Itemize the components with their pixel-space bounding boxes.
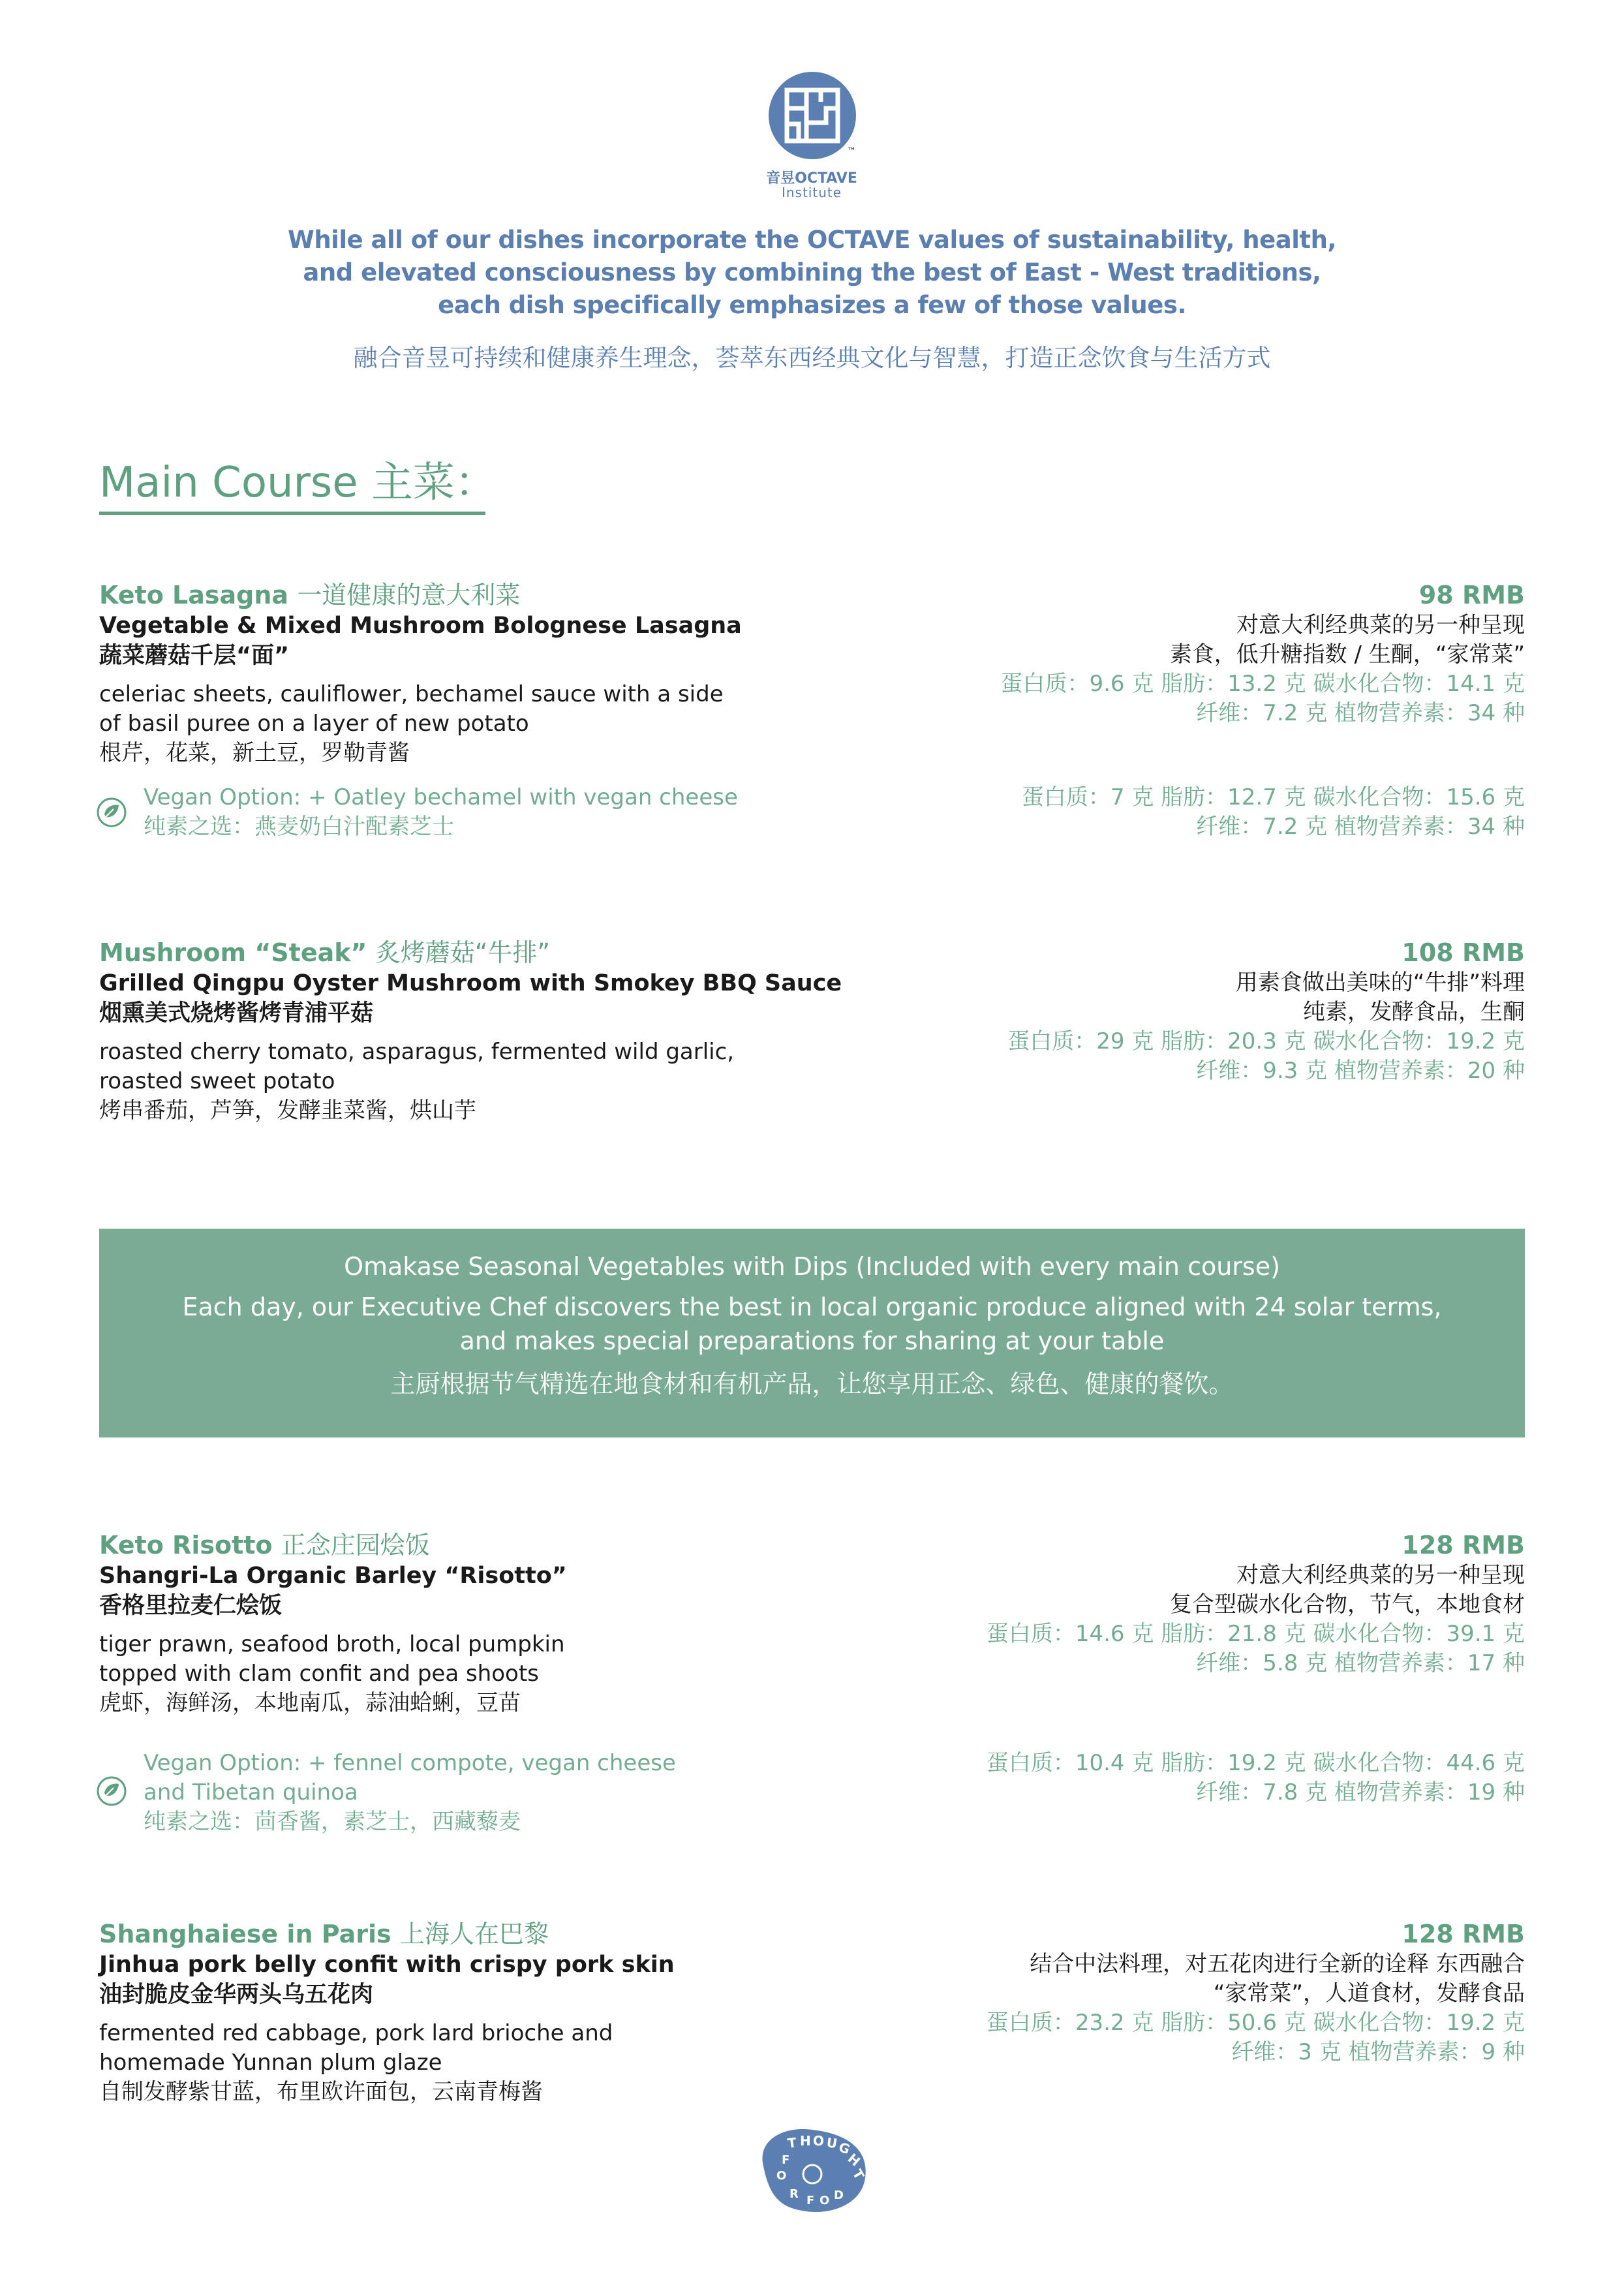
desc-line: 虎虾，海鲜汤，本地南瓜，蒜油蛤蜊，豆苗 — [99, 1690, 521, 1716]
svg-text:G: G — [836, 2139, 852, 2158]
intro-chinese: 融合音昱可持续和健康养生理念，荟萃东西经典文化与智慧，打造正念饮食与生活方式 — [353, 344, 1271, 372]
nutrition-line: 纤维：5.8 克 植物营养素：17 种 — [1196, 1650, 1525, 1676]
vegan-line: Vegan Option: + Oatley bechamel with vegan cheese — [144, 784, 738, 810]
dish-title-cn: 一道健康的意大利菜 — [297, 581, 521, 609]
vegan-option — [144, 783, 738, 842]
nutrition-line: 蛋白质：29 克 脂肪：20.3 克 碳水化合物：19.2 克 — [1007, 1028, 1525, 1054]
dish-note: 用素食做出美味的“牛排”料理 — [1235, 970, 1525, 996]
dish-name-cn: 蔬菜蘑菇千层“面” — [99, 643, 290, 669]
svg-text:R: R — [789, 2187, 799, 2201]
svg-text:O: O — [776, 2169, 787, 2183]
dish-price: 108 RMB — [1402, 938, 1525, 967]
dish-note: 纯素，发酵食品，生酮 — [1303, 999, 1525, 1025]
dish-name-cn: 油封脆皮金华两头乌五花肉 — [99, 1982, 374, 2008]
banner-title: Omakase Seasonal Vegetables with Dips (Included with every main course) — [344, 1252, 1280, 1281]
nutrition-line: 纤维：7.8 克 植物营养素：19 种 — [1196, 1779, 1525, 1805]
desc-line: celeriac sheets, cauliflower, bechamel sauce with a side — [99, 681, 724, 707]
vegan-leaf-icon — [97, 797, 127, 827]
vegan-line: 纯素之选：茴香酱，素芝士，西藏藜麦 — [144, 1809, 521, 1835]
dish-note: 对意大利经典菜的另一种呈现 — [1236, 612, 1525, 638]
dish-note: 素食，低升糖指数 / 生酮，“家常菜” — [1169, 641, 1525, 668]
dish-note: “家常菜”，人道食材，发酵食品 — [1213, 1980, 1525, 2006]
nutrition-line: 纤维：7.2 克 植物营养素：34 种 — [1196, 700, 1525, 726]
dish-name-cn: 香格里拉麦仁烩饭 — [99, 1593, 283, 1619]
vegan-nutrition — [1022, 783, 1525, 842]
vegan-line: Vegan Option: + fennel compote, vegan cheese — [144, 1750, 676, 1776]
dish-title-cn: 上海人在巴黎 — [399, 1920, 549, 1948]
svg-text:H: H — [844, 2150, 864, 2170]
desc-line: fermented red cabbage, pork lard brioche and — [99, 2020, 613, 2046]
desc-line: topped with clam confit and pea shoots — [99, 1661, 539, 1687]
desc-line: roasted cherry tomato, asparagus, fermented wild garlic, — [99, 1039, 735, 1065]
svg-text:T: T — [849, 2166, 868, 2183]
vegan-leaf-icon — [97, 1776, 127, 1806]
dish-title-en: Keto Lasagna — [99, 581, 289, 609]
nutrition-line: 纤维：3 克 植物营养素：9 种 — [1231, 2039, 1525, 2065]
nutrition-line: 蛋白质：23.2 克 脂肪：50.6 克 碳水化合物：19.2 克 — [986, 2010, 1525, 2036]
dish-note: 对意大利经典菜的另一种呈现 — [1236, 1562, 1525, 1588]
dish-name-en: Shangri-La Organic Barley “Risotto” — [99, 1563, 567, 1589]
vegan-line: and Tibetan quinoa — [144, 1779, 358, 1805]
dish-price: 128 RMB — [1402, 1920, 1525, 1948]
section-title: Main Course 主菜： — [99, 459, 497, 507]
intro-line-1: While all of our dishes incorporate the OCTAVE values of sustainability, health, — [288, 226, 1336, 254]
svg-text:U: U — [825, 2134, 838, 2152]
desc-line: 烤串番茄，芦笋，发酵韭菜酱，烘山芋 — [99, 1098, 476, 1124]
dish-title-cn: 炙烤蘑菇“牛排” — [375, 938, 551, 967]
svg-text:F: F — [782, 2153, 790, 2167]
banner-line-b: and makes special preparations for sharing at your table — [459, 1327, 1165, 1355]
svg-text:H: H — [800, 2133, 811, 2149]
dish-price: 128 RMB — [1402, 1531, 1525, 1559]
banner-line — [99, 1290, 1525, 1358]
intro-line-3: each dish specifically emphasizes a few of those values. — [438, 291, 1186, 319]
svg-text:O: O — [813, 2133, 825, 2149]
nutrition-line: 纤维：7.2 克 植物营养素：34 种 — [1196, 814, 1525, 840]
vegan-option — [144, 1749, 676, 1837]
desc-line: homemade Yunnan plum glaze — [99, 2050, 442, 2076]
dish-name-cn: 烟熏美式烧烤酱烤青浦平菇 — [99, 1000, 374, 1026]
dish-info-keto-risotto — [987, 1529, 1525, 1678]
dish-price: 98 RMB — [1418, 581, 1525, 609]
dish-info-keto-lasagna — [1000, 579, 1525, 728]
dish-name-en: Vegetable & Mixed Mushroom Bolognese Lasagna — [99, 613, 742, 639]
banner-line-a: Each day, our Executive Chef discovers the best in local organic produce aligned with 24 solar terms, — [182, 1293, 1442, 1321]
nutrition-line: 蛋白质：7 克 脂肪：12.7 克 碳水化合物：15.6 克 — [1021, 784, 1525, 810]
desc-line: 根芹，花菜，新土豆，罗勒青酱 — [99, 740, 410, 766]
desc-line: roasted sweet potato — [99, 1068, 335, 1094]
svg-text:T: T — [786, 2134, 798, 2151]
dish-title-en: Keto Risotto — [99, 1531, 273, 1559]
vegan-nutrition — [987, 1749, 1525, 1807]
food-for-thought-logo — [750, 2121, 874, 2219]
dish-title-en: Mushroom “Steak” — [99, 938, 367, 967]
dish-name-en: Grilled Qingpu Oyster Mushroom with Smokey BBQ Sauce — [99, 970, 842, 996]
dish-title-en: Shanghaiese in Paris — [99, 1920, 391, 1948]
dish-name-en: Jinhua pork belly confit with crispy pork skin — [99, 1952, 675, 1978]
intro-line-2: and elevated consciousness by combining the best of East - West traditions, — [303, 258, 1321, 286]
nutrition-line: 蛋白质：9.6 克 脂肪：13.2 克 碳水化合物：14.1 克 — [1000, 671, 1525, 697]
section-divider — [99, 512, 485, 515]
dish-note: 结合中法料理，对五花肉进行全新的诠释 东西融合 — [1030, 1951, 1525, 1977]
dish-title-cn: 正念庄园烩饭 — [281, 1531, 430, 1559]
desc-line: of basil puree on a layer of new potato — [99, 711, 529, 737]
nutrition-line: 蛋白质：10.4 克 脂肪：19.2 克 碳水化合物：44.6 克 — [986, 1750, 1525, 1776]
logo-wordmark: 音昱OCTAVE — [766, 170, 857, 187]
svg-text:D: D — [834, 2189, 844, 2202]
banner-chinese: 主厨根据节气精选在地食材和有机产品，让您享用正念、绿色、健康的餐饮。 — [390, 1370, 1234, 1398]
desc-line: tiger prawn, seafood broth, local pumpkin — [99, 1631, 565, 1657]
svg-text:O: O — [820, 2194, 830, 2207]
nutrition-line: 蛋白质：14.6 克 脂肪：21.8 克 碳水化合物：39.1 克 — [986, 1621, 1525, 1647]
svg-text:F: F — [806, 2194, 815, 2207]
dish-note: 复合型碳水化合物，节气，本地食材 — [1170, 1591, 1525, 1618]
omakase-banner — [99, 1229, 1525, 1437]
desc-line: 自制发酵紫甘蓝，布里欧许面包，云南青梅酱 — [99, 2079, 543, 2105]
nutrition-line: 纤维：9.3 克 植物营养素：20 种 — [1196, 1058, 1525, 1084]
vegan-line: 纯素之选：燕麦奶白汁配素芝士 — [144, 814, 454, 840]
dish-info-mushroom-steak — [1007, 937, 1525, 1086]
dish-info-shanghaiese-in-paris — [987, 1918, 1525, 2067]
logo-subtitle: Institute — [781, 185, 842, 200]
logo-tm: ™ — [847, 146, 856, 157]
